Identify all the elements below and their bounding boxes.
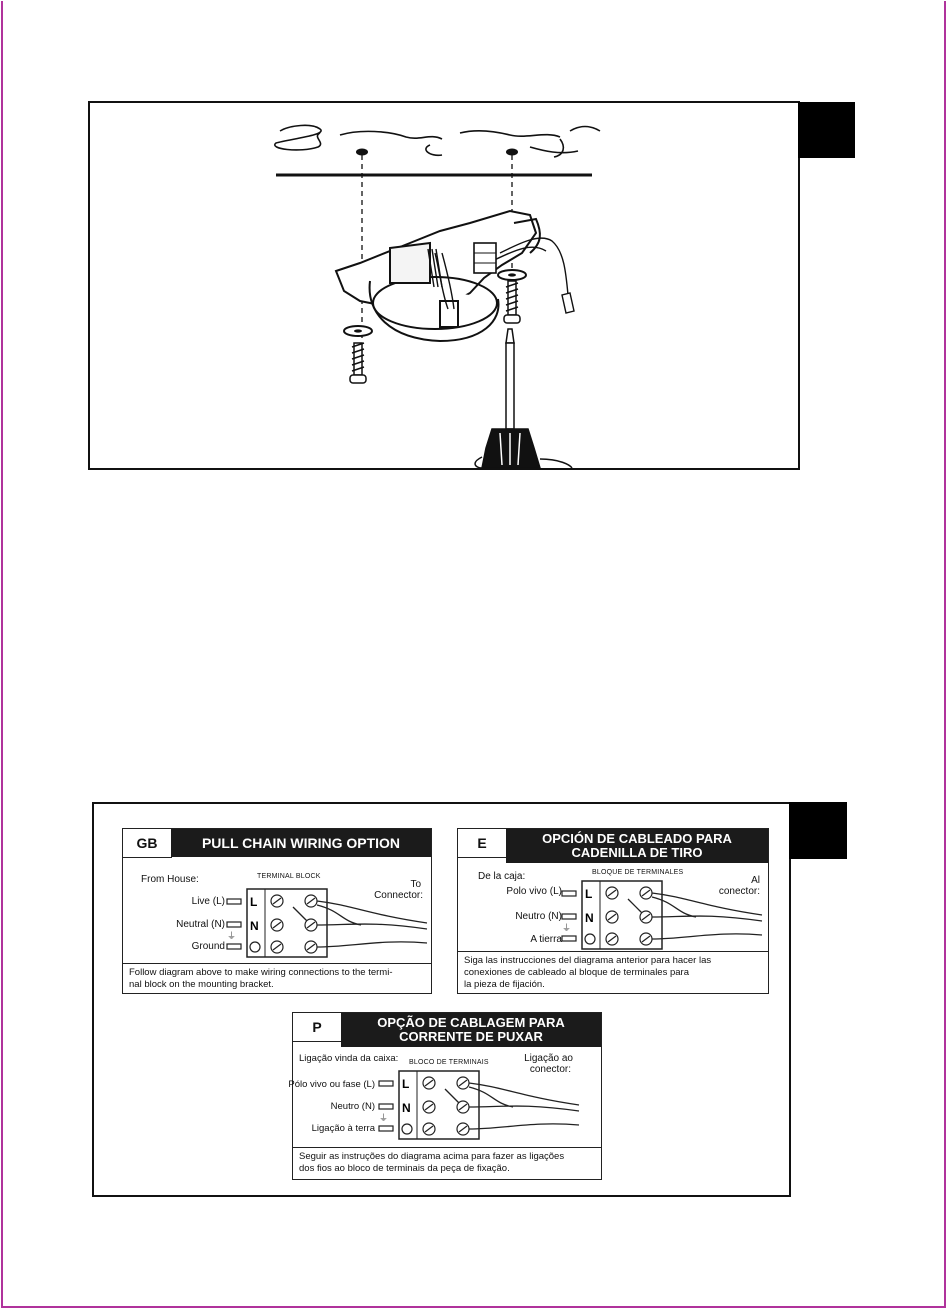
- neutral-label: Neutral (N): [176, 919, 225, 930]
- caption-line: Seguir as instruções do diagrama acima para fazer as ligações: [299, 1151, 565, 1162]
- terminal-block-diagram: [556, 873, 766, 951]
- to-label: Ligação ao: [524, 1053, 573, 1064]
- wiring-panel-p: [288, 1012, 602, 1180]
- wiring-panel-e: [457, 828, 769, 994]
- to-label: conector:: [718, 886, 760, 897]
- bracket-terminal-block-icon: [474, 243, 496, 273]
- row-label-n: N: [250, 919, 259, 933]
- screwdriver-icon: [475, 329, 572, 468]
- wiring-panel-gb: [122, 828, 432, 994]
- caption-line: Siga las instrucciones del diagrama anterior para hacer las: [464, 955, 712, 966]
- caption-line: la pieza de fijación.: [464, 978, 545, 990]
- washer-icon: [344, 326, 372, 336]
- title-line: OPCIÓN DE CABLEADO PARA: [542, 831, 732, 847]
- row-label-l: L: [585, 887, 593, 901]
- caption-line: Follow diagram above to make wiring connections to the termi-: [129, 967, 393, 978]
- language-code: P: [293, 1013, 342, 1042]
- language-code: E: [458, 829, 507, 858]
- terminal-block-diagram: [373, 1063, 583, 1141]
- row-label-n: N: [585, 911, 594, 925]
- ceiling-hole-icon: [356, 149, 368, 156]
- title-line: CADENILLA DE TIRO: [571, 845, 703, 860]
- title-line: OPÇÃO DE CABLAGEM PARA: [377, 1015, 565, 1031]
- source-label: Ligação vinda da caixa:: [299, 1053, 399, 1064]
- wire-lead-icon: [227, 899, 241, 949]
- to-label: Connector:: [374, 890, 423, 901]
- live-label: Live (L): [191, 896, 225, 907]
- panel-title: [171, 829, 431, 857]
- row-label-n: N: [402, 1101, 411, 1115]
- ceiling-mount-illustration: [90, 103, 798, 468]
- panel-caption: [458, 951, 768, 993]
- panel-caption: [293, 1147, 601, 1179]
- panel-title: [341, 1013, 601, 1047]
- row-label-l: L: [402, 1077, 410, 1091]
- wire-lead-icon: [379, 1081, 393, 1131]
- screw-icon: [504, 281, 520, 323]
- figure-number-tab: [789, 802, 847, 859]
- ground-symbol-icon: ⏚: [562, 923, 572, 933]
- terminal-block-diagram: [221, 881, 431, 959]
- title-line: CORRENTE DE PUXAR: [399, 1029, 543, 1044]
- to-label: Al: [751, 875, 760, 886]
- source-label: De la caja:: [478, 871, 526, 882]
- ground-symbol-icon: ⏚: [227, 931, 237, 941]
- to-label: conector:: [529, 1064, 571, 1075]
- wiring-figure-2: [92, 802, 791, 1197]
- screw-icon: [350, 343, 366, 383]
- to-label-line: To: [410, 879, 421, 890]
- ceiling-icon: [275, 125, 600, 157]
- title-line: PULL CHAIN WIRING OPTION: [201, 834, 401, 851]
- language-code: GB: [123, 829, 172, 858]
- caption-line: nal block on the mounting bracket.: [129, 978, 274, 990]
- figure-number-tab: [798, 102, 855, 158]
- ground-label: A tierra: [530, 934, 562, 945]
- wire-lead-icon: [562, 891, 576, 941]
- ground-symbol-icon: ⏚: [379, 1113, 389, 1123]
- ground-label: Ground: [191, 941, 225, 952]
- terminal-block-label: TERMINAL BLOCK: [257, 873, 321, 880]
- terminal-block-label: BLOCO DE TERMINAIS: [409, 1059, 489, 1066]
- ceiling-hole-icon: [506, 149, 518, 156]
- panel-caption: [123, 963, 431, 993]
- caption-line: conexiones de cableado al bloque de terminales para: [464, 966, 689, 978]
- live-label: Polo vivo (L): [506, 886, 562, 897]
- panel-title: [506, 829, 768, 863]
- source-label: From House:: [141, 874, 199, 885]
- row-label-l: L: [250, 895, 258, 909]
- washer-icon: [498, 270, 526, 280]
- terminal-block-label: BLOQUE DE TERMINALES: [592, 869, 684, 876]
- neutral-label: Neutro (N): [330, 1101, 375, 1112]
- live-label: Pólo vivo ou fase (L): [288, 1079, 375, 1090]
- neutral-label: Neutro (N): [515, 911, 562, 922]
- installation-figure-1: [88, 101, 800, 470]
- ground-label: Ligação à terra: [311, 1123, 375, 1134]
- caption-line: dos fios ao bloco de terminais da peça de fixação.: [299, 1162, 510, 1174]
